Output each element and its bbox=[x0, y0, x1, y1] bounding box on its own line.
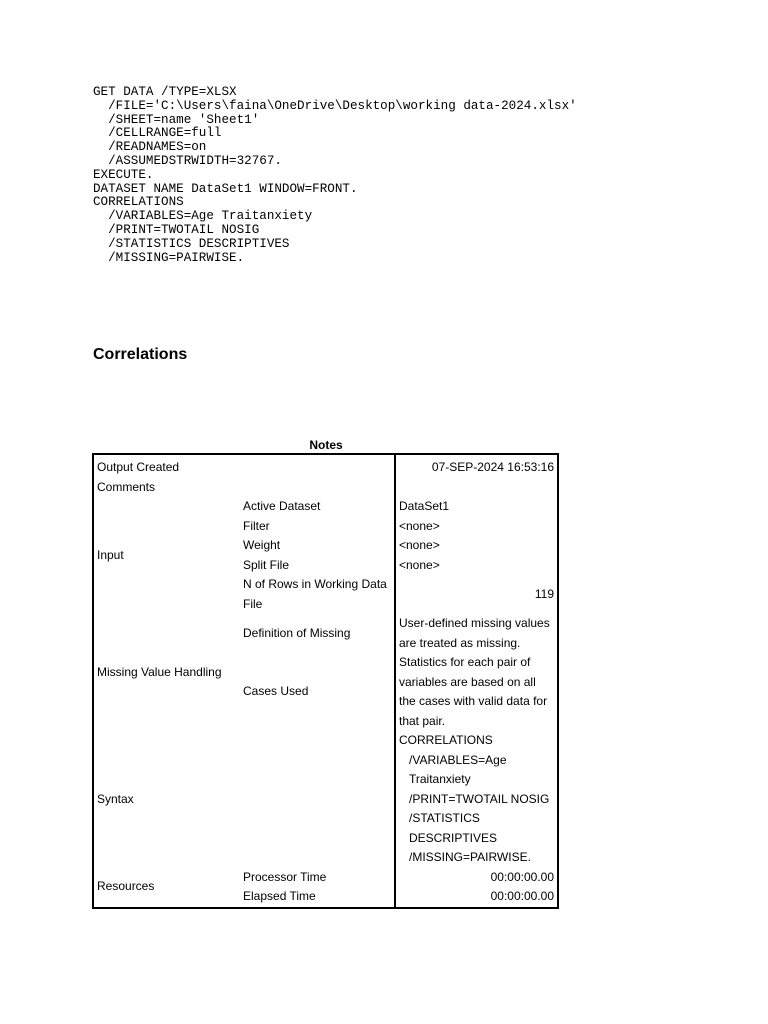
value-syntax bbox=[395, 731, 558, 868]
value-processor-time: 00:00:00.00 bbox=[395, 868, 558, 888]
syntax-line: /ASSUMEDSTRWIDTH=32767. bbox=[93, 153, 282, 168]
syntax-line: /CELLRANGE=full bbox=[93, 126, 222, 141]
syntax-line: /VARIABLES=Age Traitanxiety bbox=[93, 209, 313, 224]
value-comments bbox=[395, 478, 558, 498]
table-row bbox=[93, 614, 558, 653]
value-filter: <none> bbox=[395, 517, 558, 537]
syntax-block bbox=[93, 86, 577, 265]
syntax-line: /SHEET=name 'Sheet1' bbox=[93, 112, 260, 127]
row-group-missing-value-handling: Missing Value Handling bbox=[97, 664, 222, 679]
syntax-line: /FILE='C:\Users\faina\OneDrive\Desktop\working data-2024.xlsx' bbox=[93, 98, 577, 113]
value-elapsed-time: 00:00:00.00 bbox=[395, 887, 558, 908]
table-row bbox=[93, 731, 558, 868]
value-split-file: <none> bbox=[395, 556, 558, 576]
syntax-line: /STATISTICS DESCRIPTIVES bbox=[93, 236, 290, 251]
table-row bbox=[93, 497, 558, 517]
table-caption: Notes bbox=[309, 438, 343, 452]
value-n-rows: 119 bbox=[395, 575, 558, 614]
row-label-split-file: Split File bbox=[243, 557, 290, 572]
syntax-value-line: CORRELATIONS bbox=[399, 733, 493, 747]
row-label-filter: Filter bbox=[243, 518, 270, 533]
table-row bbox=[93, 454, 558, 478]
syntax-value-line: /VARIABLES=Age Traitanxiety bbox=[409, 752, 507, 786]
syntax-value-line: /STATISTICS DESCRIPTIVES bbox=[409, 811, 498, 845]
value-definition-of-missing: User-defined missing values are treated as missing. bbox=[395, 614, 558, 653]
row-group-input: Input bbox=[97, 547, 124, 562]
value-output-created: 07-SEP-2024 16:53:16 bbox=[395, 454, 558, 478]
row-label-processor-time: Processor Time bbox=[243, 869, 327, 884]
syntax-line: EXECUTE. bbox=[93, 167, 154, 182]
syntax-value-line: /PRINT=TWOTAIL NOSIG bbox=[409, 791, 550, 806]
table-row bbox=[93, 478, 558, 498]
table-row bbox=[93, 868, 558, 888]
row-label-syntax: Syntax bbox=[97, 791, 134, 806]
value-weight: <none> bbox=[395, 536, 558, 556]
row-label-definition-of-missing: Definition of Missing bbox=[243, 625, 351, 640]
row-label-weight: Weight bbox=[243, 538, 281, 552]
syntax-line: CORRELATIONS bbox=[93, 195, 184, 210]
value-active-dataset: DataSet1 bbox=[395, 497, 558, 517]
row-label-comments: Comments bbox=[97, 479, 156, 494]
row-label-elapsed-time: Elapsed Time bbox=[243, 889, 316, 903]
syntax-line: DATASET NAME DataSet1 WINDOW=FRONT. bbox=[93, 181, 358, 196]
section-heading: Correlations bbox=[93, 346, 188, 363]
row-label-output-created: Output Created bbox=[97, 460, 180, 474]
row-label-n-rows: N of Rows in Working Data File bbox=[243, 577, 387, 611]
syntax-line: /PRINT=TWOTAIL NOSIG bbox=[93, 222, 260, 237]
syntax-line: /READNAMES=on bbox=[93, 140, 207, 155]
syntax-value-line: /MISSING=PAIRWISE. bbox=[409, 850, 531, 864]
row-group-resources: Resources bbox=[97, 879, 155, 894]
notes-table bbox=[92, 453, 559, 909]
syntax-line: /MISSING=PAIRWISE. bbox=[93, 250, 245, 265]
row-label-active-dataset: Active Dataset bbox=[243, 499, 321, 513]
row-label-cases-used: Cases Used bbox=[243, 684, 309, 699]
value-cases-used: Statistics for each pair of variables are based on all the cases with valid data for that pair. bbox=[395, 653, 558, 731]
syntax-line: GET DATA /TYPE=XLSX bbox=[93, 85, 237, 99]
